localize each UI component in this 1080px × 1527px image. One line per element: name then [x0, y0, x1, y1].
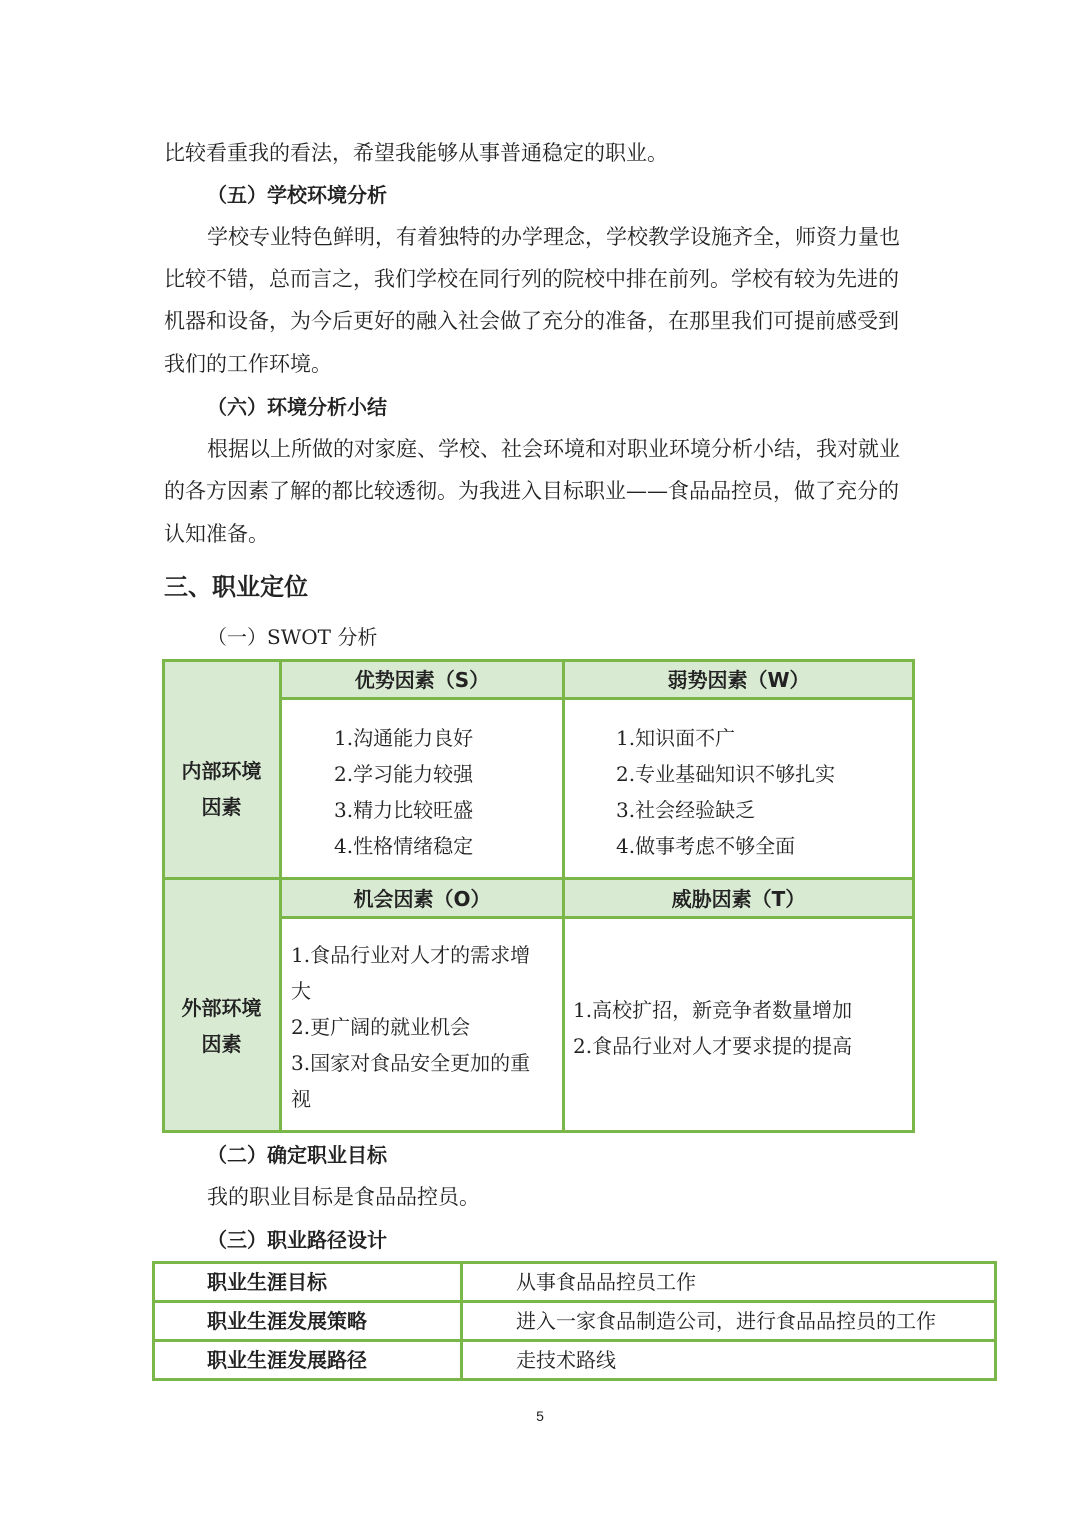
list-item: 3.社会经验缺乏: [616, 798, 756, 822]
career-path-heading: （三）职业路径设计: [207, 1228, 387, 1252]
swot-subheading: （一）SWOT 分析: [207, 625, 378, 649]
threats-header: 威胁因素（T）: [671, 887, 806, 911]
paragraph-line: 学校专业特色鲜明，有着独特的办学理念，学校教学设施齐全，师资力量也: [207, 225, 900, 249]
paragraph-line: 比较看重我的看法，希望我能够从事普通稳定的职业。: [164, 141, 668, 165]
chapter-heading: 三、职业定位: [164, 573, 308, 601]
table-row: [152, 1301, 997, 1341]
row-value: 从事食品品控员工作: [516, 1270, 696, 1294]
paragraph-line: 根据以上所做的对家庭、学校、社会环境和对职业环境分析小结，我对就业: [207, 437, 900, 461]
career-path-table: [152, 1261, 997, 1381]
list-item: 2.学习能力较强: [334, 762, 474, 786]
paragraph-line: 认知准备。: [164, 522, 269, 546]
list-item: 1.食品行业对人才的需求增: [291, 943, 531, 967]
list-item: 2.食品行业对人才要求提的提高: [573, 1034, 853, 1058]
paragraph-line: 的各方因素了解的都比较透彻。为我进入目标职业——食品品控员，做了充分的: [164, 479, 899, 503]
list-item: 1.高校扩招，新竞争者数量增加: [573, 998, 853, 1022]
strengths-list: [334, 720, 473, 864]
opportunities-list: [291, 937, 530, 1117]
list-item: 3.国家对食品安全更加的重: [291, 1051, 531, 1075]
paragraph-line: 我们的工作环境。: [164, 352, 332, 376]
list-item: 大: [291, 979, 311, 1003]
section-heading-5: （五）学校环境分析: [207, 183, 387, 207]
list-item: 视: [291, 1087, 311, 1111]
section-heading-6: （六）环境分析小结: [207, 395, 387, 419]
list-item: 1.沟通能力良好: [334, 726, 474, 750]
paragraph-line: 机器和设备，为今后更好的融入社会做了充分的准备，在那里我们可提前感受到: [164, 309, 899, 333]
list-item: 4.做事考虑不够全面: [616, 834, 796, 858]
list-item: 3.精力比较旺盛: [334, 798, 474, 822]
career-goal-heading: （二）确定职业目标: [207, 1143, 387, 1167]
internal-factors-label: 内部环境 因素: [181, 759, 262, 819]
row-value: 进入一家食品制造公司，进行食品品控员的工作: [516, 1309, 936, 1333]
threats-list: [573, 992, 852, 1064]
row-value: 走技术路线: [516, 1348, 616, 1372]
weaknesses-list: [616, 720, 835, 864]
table-row: [152, 1340, 997, 1380]
swot-table: [162, 659, 915, 1133]
page-number: 5: [536, 1408, 544, 1424]
row-label: 职业生涯发展路径: [207, 1348, 367, 1372]
career-goal-text: 我的职业目标是食品品控员。: [207, 1185, 480, 1209]
row-label: 职业生涯发展策略: [207, 1309, 367, 1333]
list-item: 1.知识面不广: [616, 726, 736, 750]
row-label: 职业生涯目标: [207, 1270, 327, 1294]
list-item: 4.性格情绪稳定: [334, 834, 474, 858]
external-factors-label: 外部环境 因素: [181, 996, 262, 1056]
opportunities-header: 机会因素（O）: [353, 887, 491, 911]
paragraph-line: 比较不错，总而言之，我们学校在同行列的院校中排在前列。学校有较为先进的: [164, 267, 899, 291]
list-item: 2.更广阔的就业机会: [291, 1015, 471, 1039]
weaknesses-header: 弱势因素（W）: [667, 668, 810, 692]
table-row: [152, 1262, 997, 1302]
list-item: 2.专业基础知识不够扎实: [616, 762, 836, 786]
strengths-header: 优势因素（S）: [354, 668, 490, 692]
